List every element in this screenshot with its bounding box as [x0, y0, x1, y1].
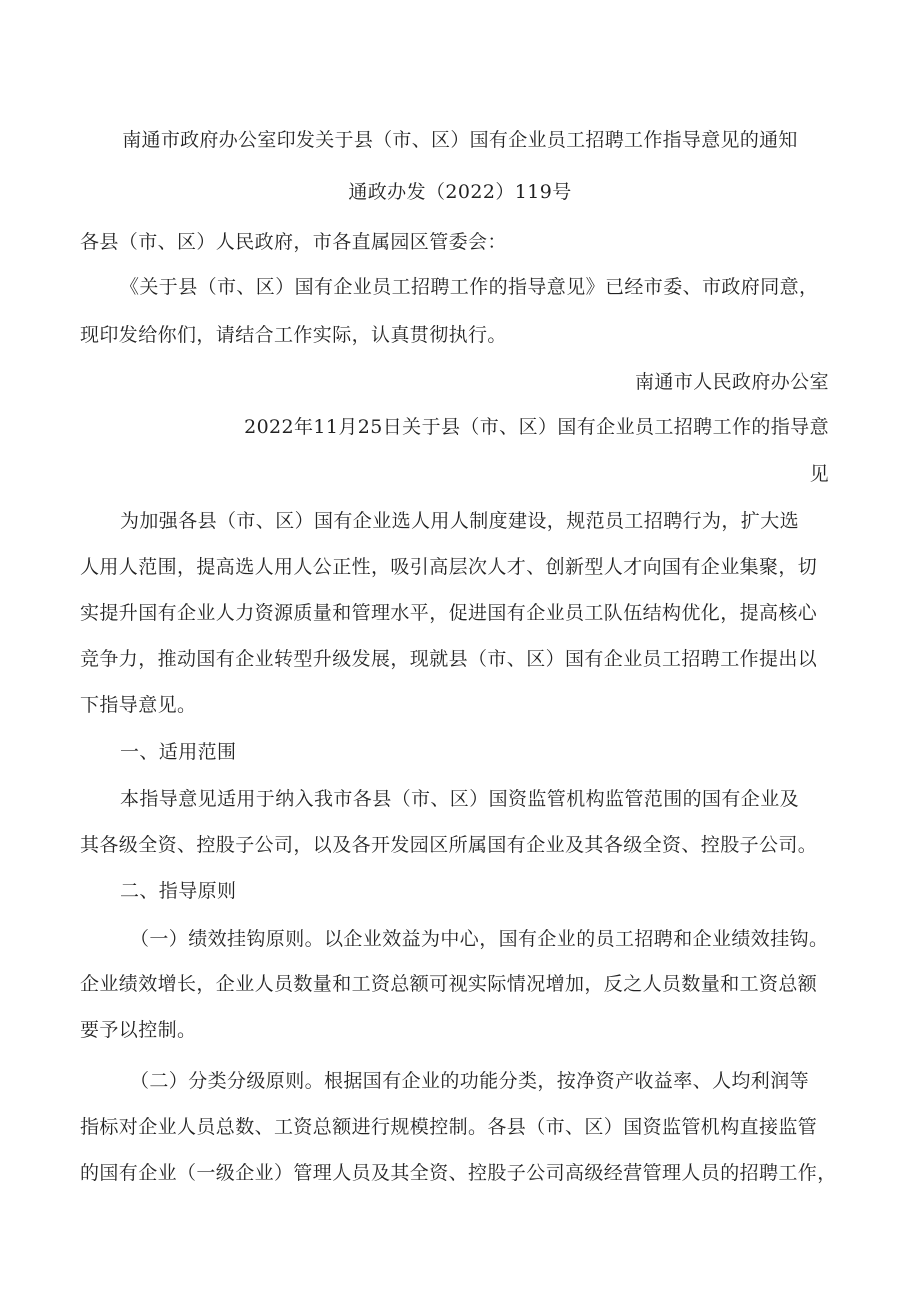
paragraph-1-line-5: 下指导意见。	[80, 694, 197, 716]
date-line: 2022年11月25日关于县（市、区）国有企业员工招聘工作的指导意	[244, 416, 829, 438]
principle-1-line-3: 要予以控制。	[80, 1019, 197, 1041]
principle-1-line-1: （一）绩效挂钩原则。以企业效益为中心，国有企业的员工招聘和企业绩效挂钩。	[130, 928, 829, 950]
intro-line-1: 《关于县（市、区）国有企业员工招聘工作的指导意见》已经市委、市政府同意，	[120, 276, 819, 298]
salutation: 各县（市、区）人民政府，市各直属园区管委会：	[80, 231, 507, 253]
intro-line-2: 现印发给你们，请结合工作实际，认真贯彻执行。	[80, 324, 507, 346]
section-1-heading: 一、适用范围	[120, 741, 237, 763]
paragraph-1-line-1: 为加强各县（市、区）国有企业选人用人制度建设，规范员工招聘行为，扩大选	[120, 510, 800, 532]
section-1-line-1: 本指导意见适用于纳入我市各县（市、区）国资监管机构监管范围的国有企业及	[120, 788, 800, 810]
paragraph-1-line-2: 人用人范围，提高选人用人公正性，吸引高层次人才、创新型人才向国有企业集聚，切	[80, 556, 818, 578]
signature: 南通市人民政府办公室	[634, 371, 829, 393]
document-title: 南通市政府办公室印发关于县（市、区）国有企业员工招聘工作指导意见的通知	[122, 129, 798, 151]
principle-1-line-2: 企业绩效增长，企业人员数量和工资总额可视实际情况增加，反之人员数量和工资总额	[80, 973, 818, 995]
section-1-line-2: 其各级全资、控股子公司，以及各开发园区所属国有企业及其各级全资、控股子公司。	[80, 834, 818, 856]
principle-2-line-3: 的国有企业（一级企业）管理人员及其全资、控股子公司高级经营管理人员的招聘工作，	[80, 1162, 837, 1184]
principle-2-line-2: 指标对企业人员总数、工资总额进行规模控制。各县（市、区）国资监管机构直接监管	[80, 1116, 818, 1138]
paragraph-1-line-4: 竞争力，推动国有企业转型升级发展，现就县（市、区）国有企业员工招聘工作提出以	[80, 648, 818, 670]
document-number: 通政办发（2022）119号	[348, 181, 572, 203]
section-2-heading: 二、指导原则	[120, 880, 237, 902]
principle-2-line-1: （二）分类分级原则。根据国有企业的功能分类，按净资产收益率、人均利润等	[130, 1070, 810, 1092]
date-line-wrap: 见	[809, 463, 829, 485]
paragraph-1-line-3: 实提升国有企业人力资源质量和管理水平，促进国有企业员工队伍结构优化，提高核心	[80, 602, 818, 624]
